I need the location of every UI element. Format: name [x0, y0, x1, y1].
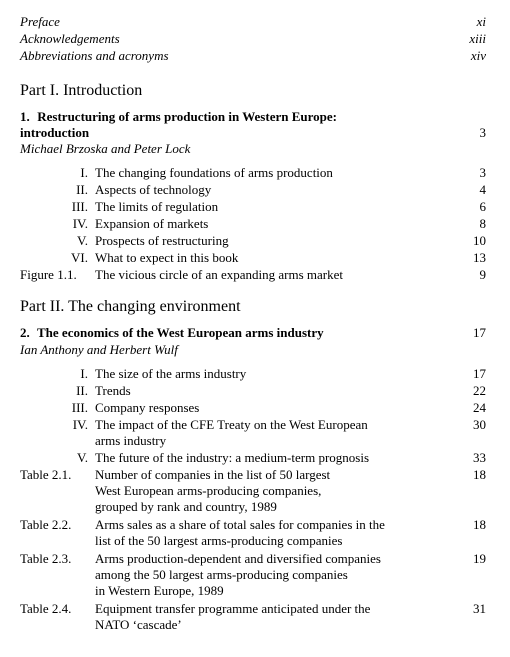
- entry-title: Aspects of technology: [95, 182, 212, 197]
- entry-title: Arms production-dependent and diversified companies: [95, 551, 381, 566]
- entry-number: IV.: [72, 216, 88, 231]
- entry-page: 17: [473, 366, 486, 381]
- entry-page: 8: [479, 216, 486, 231]
- entry-number: I.: [80, 165, 88, 180]
- entry-number: II.: [76, 383, 88, 398]
- entry-title: arms industry: [95, 433, 167, 448]
- entry-title: The limits of regulation: [95, 199, 219, 214]
- chapter-title: [20, 325, 324, 341]
- entry-page: 24: [473, 400, 486, 415]
- entry-page: 4: [479, 182, 486, 197]
- entry-title: West European arms-producing companies,: [95, 483, 322, 498]
- entry-number: Table 2.3.: [20, 551, 72, 566]
- entry-page: 22: [473, 383, 486, 398]
- chapter-title-line: Restructuring of arms production in Western Europe:: [37, 109, 337, 124]
- entry-page: 18: [473, 467, 486, 482]
- entry-title: The impact of the CFE Treaty on the West European: [95, 417, 368, 432]
- entry-title: Company responses: [95, 400, 200, 415]
- part-heading: Part I. Introduction: [20, 82, 143, 99]
- entry-number: VI.: [71, 250, 88, 265]
- chapter-authors: Ian Anthony and Herbert Wulf: [20, 342, 178, 357]
- chapter-page: 3: [479, 125, 486, 140]
- entry-title: among the 50 largest arms-producing companies: [95, 567, 348, 582]
- entry-title: Expansion of markets: [95, 216, 209, 231]
- entry-number: Table 2.4.: [20, 601, 72, 616]
- entry-number: V.: [77, 450, 88, 465]
- toc-front-matter-page: xi: [476, 14, 486, 29]
- entry-number: Table 2.2.: [20, 517, 72, 532]
- entry-title: grouped by rank and country, 1989: [95, 499, 277, 514]
- toc-front-matter-page: xiii: [469, 31, 486, 46]
- chapter-title-line: introduction: [20, 125, 90, 140]
- entry-number: II.: [76, 182, 88, 197]
- entry-page: 19: [473, 551, 486, 566]
- entry-number: III.: [71, 400, 88, 415]
- chapter-number: 1.: [20, 109, 30, 124]
- entry-page: 18: [473, 517, 486, 532]
- entry-number: III.: [71, 199, 88, 214]
- entry-page: 30: [473, 417, 486, 432]
- entry-title: The size of the arms industry: [95, 366, 247, 381]
- entry-title: The changing foundations of arms production: [95, 165, 333, 180]
- chapter-page: 17: [473, 325, 486, 340]
- entry-title: in Western Europe, 1989: [95, 583, 224, 598]
- toc-front-matter-title: Abbreviations and acronyms: [20, 48, 169, 63]
- chapter-title-line: The economics of the West European arms industry: [37, 325, 324, 340]
- chapter-authors: Michael Brzoska and Peter Lock: [20, 141, 191, 156]
- toc-front-matter-title: Acknowledgements: [20, 31, 120, 46]
- toc-front-matter-title: Preface: [20, 14, 60, 29]
- entry-title: Number of companies in the list of 50 largest: [95, 467, 331, 482]
- entry-page: 33: [473, 450, 486, 465]
- chapter-title: [20, 109, 337, 125]
- entry-page: 9: [479, 267, 486, 282]
- entry-title: Prospects of restructuring: [95, 233, 229, 248]
- entry-title: NATO ‘cascade’: [95, 617, 182, 632]
- entry-title: The future of the industry: a medium-term prognosis: [95, 450, 370, 465]
- entry-title: The vicious circle of an expanding arms market: [95, 267, 343, 282]
- chapter-number: 2.: [20, 325, 30, 340]
- entry-title: Arms sales as a share of total sales for companies in the: [95, 517, 385, 532]
- entry-page: 31: [473, 601, 486, 616]
- entry-number: IV.: [72, 417, 88, 432]
- entry-title: Trends: [95, 383, 131, 398]
- toc-front-matter-page: xiv: [470, 48, 486, 63]
- entry-title: Equipment transfer programme anticipated under the: [95, 601, 371, 616]
- entry-page: 10: [473, 233, 486, 248]
- entry-number: V.: [77, 233, 88, 248]
- entry-number: Figure 1.1.: [20, 267, 77, 282]
- entry-page: 3: [479, 165, 486, 180]
- entry-title: What to expect in this book: [95, 250, 239, 265]
- entry-page: 13: [473, 250, 486, 265]
- entry-number: I.: [80, 366, 88, 381]
- entry-number: Table 2.1.: [20, 467, 72, 482]
- entry-page: 6: [479, 199, 486, 214]
- entry-title: list of the 50 largest arms-producing companies: [95, 533, 343, 548]
- part-heading: Part II. The changing environment: [20, 298, 241, 315]
